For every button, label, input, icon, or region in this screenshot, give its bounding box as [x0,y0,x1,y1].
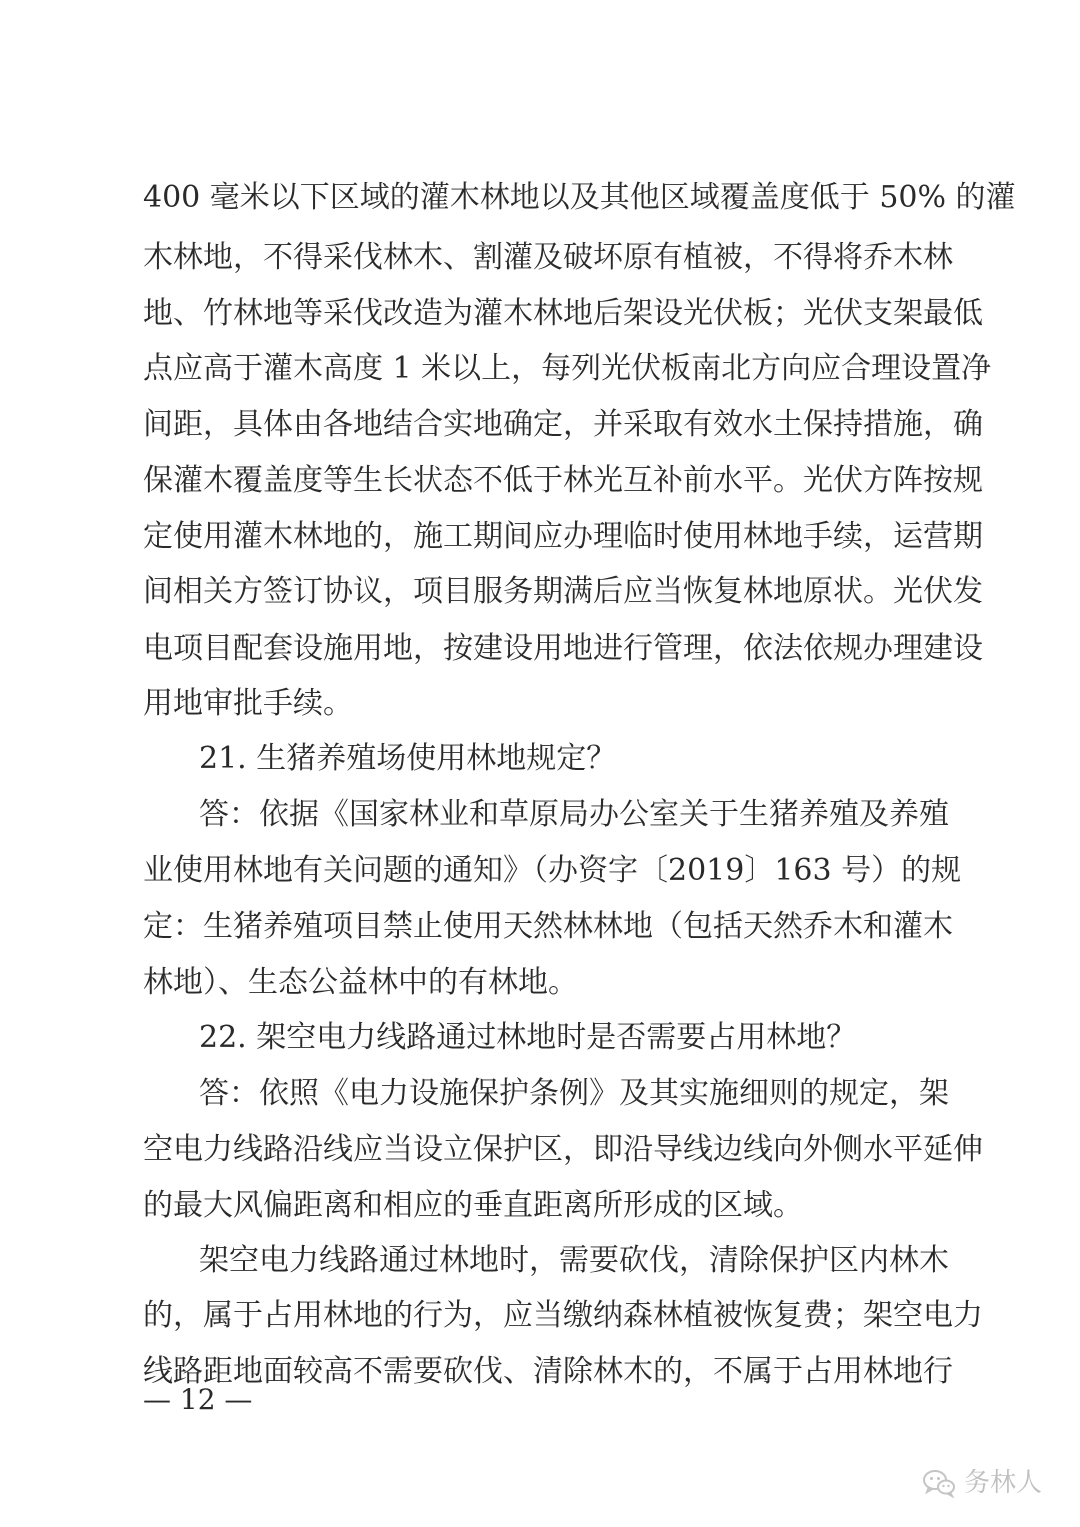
body-line: 定：生猪养殖项目禁止使用天然林林地（包括天然乔木和灌木 [143,909,953,944]
page-number: — 12 — [143,1383,253,1416]
body-line: 木林地，不得采伐林木、割灌及破坏原有植被，不得将乔木林 [143,240,953,275]
body-line: 定使用灌木林地的，施工期间应办理临时使用林地手续，运营期 [143,519,983,554]
body-line: 用地审批手续。 [143,686,353,721]
watermark [922,1466,1042,1500]
wechat-icon [922,1468,956,1498]
body-line: 的最大风偏距离和相应的垂直距离所形成的区域。 [143,1188,803,1223]
question-heading-21: 21. 生猪养殖场使用林地规定？ [199,741,617,776]
body-line: 地、竹林地等采伐改造为灌木林地后架设光伏板；光伏支架最低 [143,296,983,331]
body-line: 线路距地面较高不需要砍伐、清除林木的，不属于占用林地行 [143,1354,953,1389]
answer-line: 答：依据《国家林业和草原局办公室关于生猪养殖及养殖 [199,797,949,832]
body-line: 业使用林地有关问题的通知》（办资字〔2019〕163 号）的规 [143,853,962,888]
watermark-text: 务林人 [964,1468,1043,1498]
body-line: 林地）、生态公益林中的有林地。 [143,965,578,1000]
body-line: 架空电力线路通过林地时，需要砍伐，清除保护区内林木 [199,1243,949,1278]
body-line: 的，属于占用林地的行为，应当缴纳森林植被恢复费；架空电力 [143,1298,983,1333]
body-line: 间距，具体由各地结合实地确定，并采取有效水土保持措施，确 [143,407,983,442]
body-line: 点应高于灌木高度 1 米以上，每列光伏板南北方向应合理设置净 [143,351,992,386]
body-line: 空电力线路沿线应当设立保护区，即沿导线边线向外侧水平延伸 [143,1132,983,1167]
body-line: 电项目配套设施用地，按建设用地进行管理，依法依规办理建设 [143,631,983,666]
body-line: 间相关方签订协议，项目服务期满后应当恢复林地原状。光伏发 [143,574,983,609]
answer-line: 答：依照《电力设施保护条例》及其实施细则的规定，架 [199,1076,949,1111]
question-heading-22: 22. 架空电力线路通过林地时是否需要占用林地？ [199,1020,857,1055]
body-line: 保灌木覆盖度等生长状态不低于林光互补前水平。光伏方阵按规 [143,463,983,498]
body-line: 400 毫米以下区域的灌木林地以及其他区域覆盖度低于 50% 的灌 [143,180,1016,215]
